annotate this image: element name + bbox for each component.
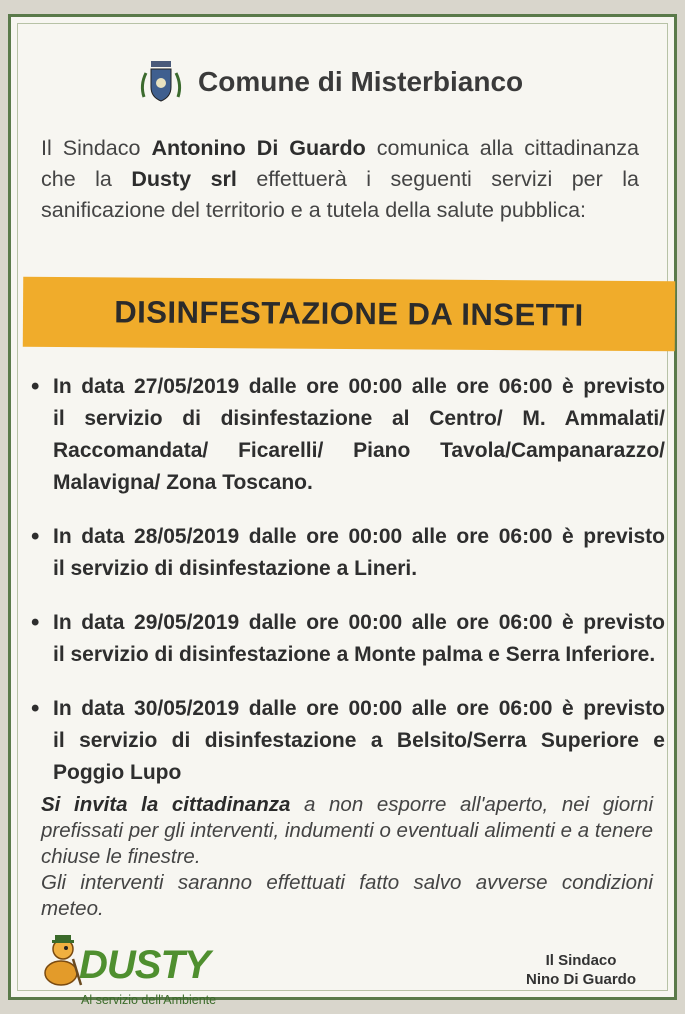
intro-text-2: comunica alla cittadinanza che la — [41, 136, 639, 191]
schedule-list — [29, 371, 665, 811]
municipal-crest-icon — [136, 57, 186, 107]
bullet-icon: • — [31, 523, 40, 550]
signature-role: Il Sindaco — [545, 952, 617, 969]
item-description: il servizio di disinfestazione al Centro/ M. Ammalati/ Raccomandata/ Ficarelli/ Piano Tavola/Campanarazzo/ Malavigna/ Zona Toscano. — [53, 407, 665, 494]
bullet-icon: • — [31, 609, 40, 636]
closing-weather-note: Gli interventi saranno effettuati fatto salvo avverse condizioni meteo. — [41, 871, 653, 920]
item-date-line: In data 29/05/2019 dalle ore 00:00 alle ore 06:00 è previsto — [53, 611, 665, 634]
item-description: il servizio di disinfestazione a Monte palma e Serra Inferiore. — [53, 643, 656, 666]
signature-block — [511, 951, 651, 989]
organization-title: Comune di Misterbianco — [198, 66, 524, 97]
header — [136, 57, 523, 107]
title-banner — [23, 277, 675, 352]
dusty-logo — [39, 929, 259, 1009]
item-date-line: In data 28/05/2019 dalle ore 00:00 alle ore 06:00 è previsto — [53, 525, 665, 548]
dusty-logo-text: DUSTY — [79, 943, 210, 987]
list-item — [29, 371, 665, 499]
bullet-icon: • — [31, 695, 40, 722]
item-date-line: In data 27/05/2019 dalle ore 00:00 alle ore 06:00 è previsto — [53, 375, 665, 398]
intro-text-3: effettuerà i seguenti servizi per la sanificazione del territorio e a tutela della salute pubblica: — [41, 167, 639, 222]
item-date-line: In data 30/05/2019 dalle ore 00:00 alle ore 06:00 è previsto — [53, 697, 665, 720]
closing-lead: Si invita la cittadinanza — [41, 793, 291, 816]
mascot-icon — [39, 929, 83, 989]
banner-title: DISINFESTAZIONE DA INSETTI — [114, 294, 584, 333]
list-item — [29, 607, 665, 671]
mayor-name: Antonino Di Guardo — [151, 136, 366, 160]
item-description: il servizio di disinfestazione a Belsito/Serra Superiore e Poggio Lupo — [53, 729, 665, 784]
poster — [8, 14, 677, 1007]
list-item — [29, 693, 665, 789]
list-item — [29, 521, 665, 585]
intro-paragraph — [41, 133, 639, 226]
item-description: il servizio di disinfestazione a Lineri. — [53, 557, 418, 580]
closing-text: a non esporre all'aperto, nei giorni prefissati per gli interventi, indumenti o eventuali alimenti e a tenere chiuse le finestre. — [41, 793, 654, 868]
closing-paragraph — [41, 792, 653, 922]
intro-text-1: Il Sindaco — [41, 136, 152, 160]
signature-name: Nino Di Guardo — [526, 971, 636, 988]
company-name: Dusty srl — [131, 167, 237, 191]
dusty-tagline: Al servizio dell'Ambiente — [81, 993, 217, 1007]
bullet-icon: • — [31, 373, 40, 400]
